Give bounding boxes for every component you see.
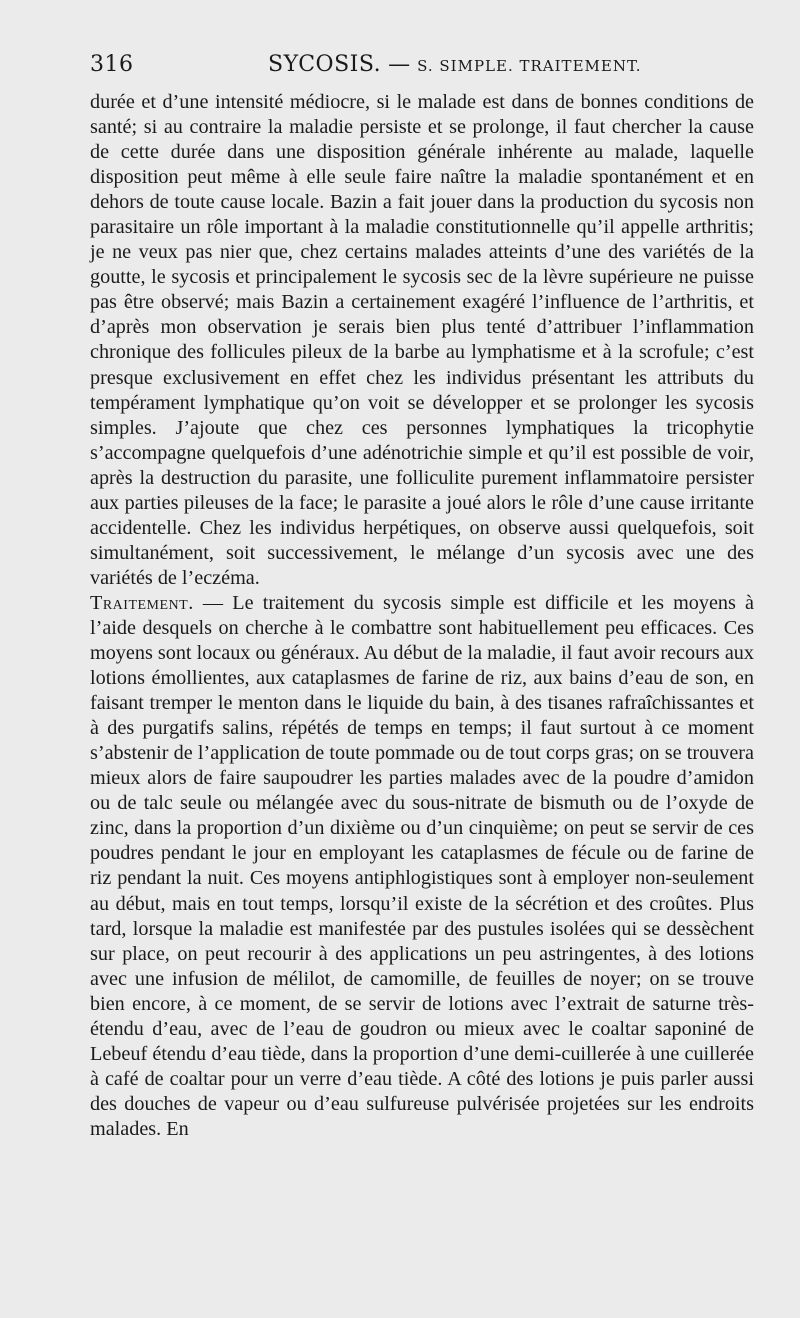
page-header — [90, 52, 750, 86]
paragraph-2 — [90, 591, 754, 1142]
paragraph-text: durée et d’une intensité médiocre, si le malade est dans de bonnes conditions de santé; si au contraire la maladie persiste et se prolonge, il faut chercher la cause de cette durée dans une disposition générale inhérente au malade, laquelle disposition peut même à elle seule faire naître la maladie spontanément et en dehors de toute cause locale. Bazin a fait jouer dans la production du sycosis non parasitaire un rôle important à la maladie constitutionnelle qu’il appelle arthritis; je ne veux pas nier que, chez certains malades atteints d’une des variétés de la goutte, le sycosis et principalement le sycosis sec de la lèvre supérieure ne puisse pas être observé; mais Bazin a certainement exagéré l’influence de l’arthritis, et d’après mon observation je serais bien plus tenté d’attribuer l’inflammation chronique des follicules pileux de la barbe au lymphatisme et à la scrofule; c’est presque exclusivement en effet chez les individus présentant les attributs du tempérament lymphatique qu’on voit se développer et se prolonger les sycosis simples. J’ajoute que chez ces personnes lymphatiques la tricophytie s’accompagne quelquefois d’une adénotrichie simple et qu’il est possible de voir, après la destruction du parasite, une folliculite purement inflammatoire persister aux parties pileuses de la face; le parasite a joué alors le rôle d’une cause irritante accidentelle. Chez les individus herpétiques, on observe aussi quelquefois, soit simultanément, soit successivement, le mélange d’un sycosis avec une des variétés de l’eczéma. — [90, 91, 754, 589]
running-title-main: SYCOSIS. — [268, 52, 382, 77]
paragraph-1 — [90, 90, 754, 591]
paragraph-text: — Le traitement du sycosis simple est difficile et les moyens à l’aide desquels on cherche à le combattre sont habituellement peu efficaces. Ces moyens sont locaux ou généraux. Au début de la maladie, il faut avoir recours aux lotions émollientes, aux cataplasmes de farine de riz, aux bains d’eau de son, en faisant tremper le menton dans le liquide du bain, à des tisanes rafraîchissantes et à des purgatifs salins, répétés de temps en temps; il faut surtout à ce moment s’abstenir de l’application de toute pommade ou de tout corps gras; on se trouvera mieux alors de faire saupoudrer les parties malades avec de la poudre d’amidon ou de talc seule ou mélangée avec du sous-nitrate de bismuth ou de l’oxyde de zinc, dans la proportion d’un dixième ou d’un cinquième; on peut se servir de ces poudres pendant le jour en employant les cataplasmes de fécule ou de farine de riz pendant la nuit. Ces moyens antiphlogistiques sont à employer non-seulement au début, mais en tout temps, lorsqu’il existe de la sécrétion et des croûtes. Plus tard, lorsque la maladie est manifestée par des pustules isolées qui se dessèchent sur place, on peut recourir à des applications un peu astringentes, à des lotions avec une infusion de mélilot, de camomille, de feuilles de noyer; on se trouve bien encore, à ce moment, de se servir de lotions avec l’extrait de saturne très-étendu d’eau, avec de l’eau de goudron ou mieux avec le coaltar saponiné de Lebeuf étendu d’eau tiède, dans la proportion d’une demi-cuillerée à une cuillerée à café de coaltar pour un verre d’eau tiède. A côté des lotions je puis parler aussi des douches de vapeur ou d’eau sulfureuse pulvérisée projetées sur les endroits malades. En — [90, 591, 754, 1140]
section-heading-traitement: Traitement. — [90, 591, 194, 614]
running-title-separator: — — [381, 52, 418, 77]
page-number: 316 — [90, 52, 134, 77]
running-title — [268, 52, 642, 77]
body-text — [90, 90, 754, 1142]
running-title-subtitle: S. SIMPLE. TRAITEMENT. — [417, 57, 642, 75]
